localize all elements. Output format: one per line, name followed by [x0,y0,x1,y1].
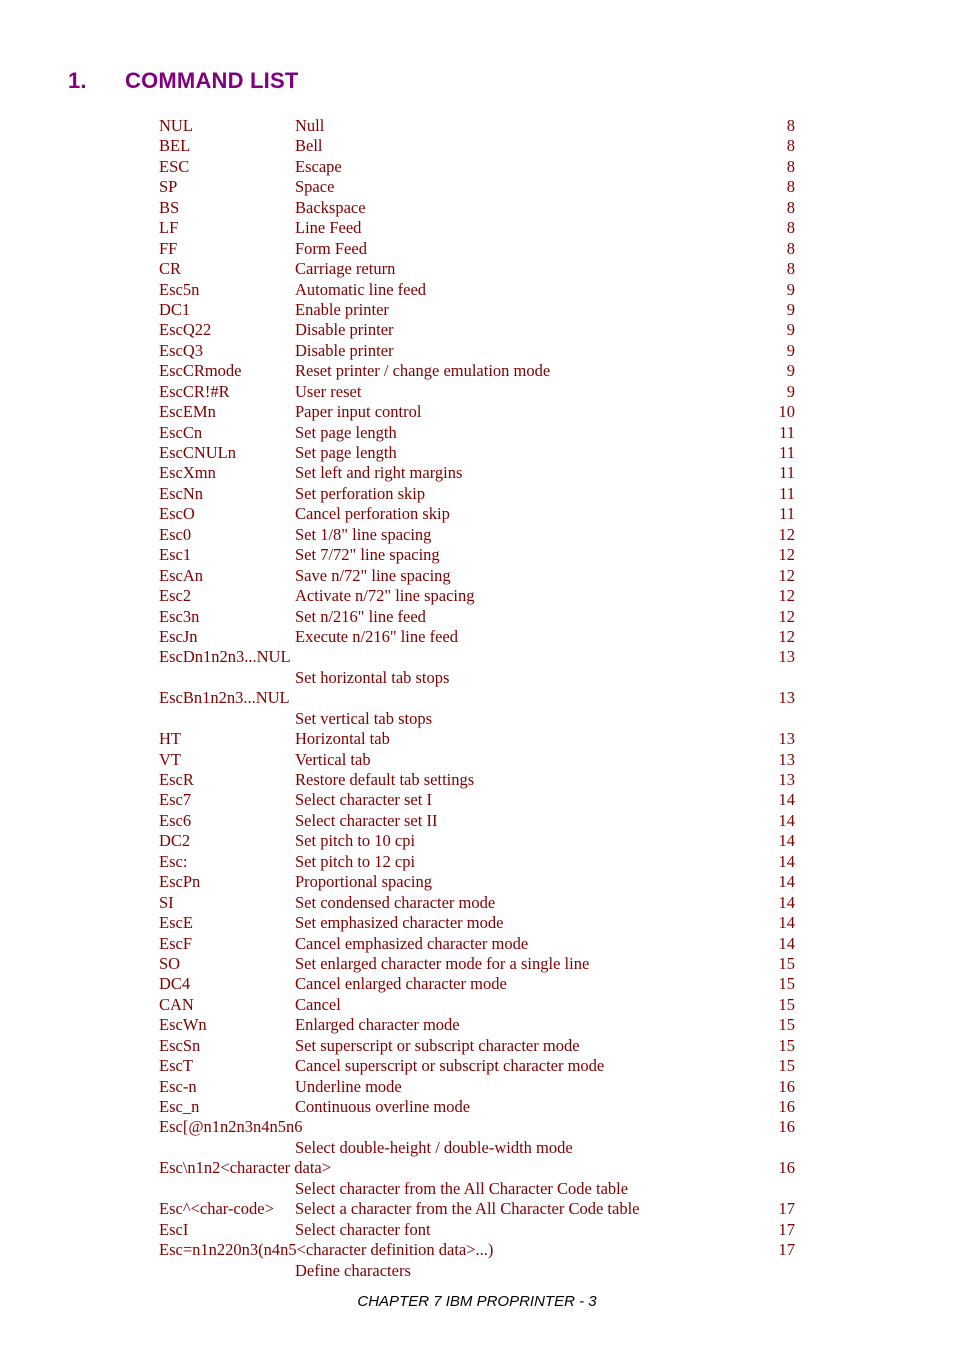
page-number: 9 [786,299,795,319]
command-code: DC4 [159,974,191,994]
page-number: 8 [786,218,795,238]
page-number: 14 [778,892,795,912]
command-description: Set pitch to 12 cpi [295,851,416,871]
page-number: 13 [778,729,795,749]
command-description: Activate n/72" line spacing [295,586,475,606]
list-item [159,1158,799,1178]
command-description: Set page length [295,422,397,442]
command-code: Esc\n1n2<character data> [159,1158,332,1178]
page-number: 9 [786,381,795,401]
command-code: Esc5n [159,279,200,299]
list-item [159,136,799,156]
command-code: ESC [159,156,190,176]
list-item [159,484,799,504]
list-item [159,770,799,790]
command-code: Esc2 [159,586,192,606]
command-description: Set perforation skip [295,483,426,503]
command-code: EscCn [159,422,203,442]
page-number: 14 [778,913,795,933]
page-number: 15 [778,953,795,973]
page-number: 12 [778,626,795,646]
list-item [159,790,799,810]
command-code: DC1 [159,299,191,319]
page-number: 17 [778,1240,795,1260]
page-number: 9 [786,279,795,299]
page-number: 15 [778,1035,795,1055]
command-description: Null [295,116,325,135]
command-code: EscT [159,1056,193,1076]
page-number: 14 [778,810,795,830]
command-code: EscNn [159,483,203,503]
page-number: 15 [778,994,795,1014]
list-item [159,750,799,770]
list-item [159,974,799,994]
command-description: Select character set I [295,790,432,810]
list-item [159,259,799,279]
list-item [159,157,799,177]
command-description: Set emphasized character mode [295,913,504,933]
command-code: LF [159,218,179,238]
list-item [159,504,799,524]
list-item [159,872,799,892]
command-code: Esc_n [159,1097,200,1116]
list-item [159,934,799,954]
command-code: EscPn [159,872,201,892]
list-item [159,1261,799,1281]
command-code: Esc3n [159,606,200,626]
command-description: Continuous overline mode [295,1097,471,1116]
command-description: Escape [295,156,342,176]
page-number: 8 [786,116,795,135]
command-code: Esc[@n1n2n3n4n5n6 [159,1117,303,1137]
list-item [159,607,799,627]
list-item [159,280,799,300]
page-number: 12 [778,586,795,606]
command-description: Set 1/8" line spacing [295,524,432,544]
list-item [159,586,799,606]
command-description: Disable printer [295,320,394,340]
list-item [159,688,799,708]
command-description: Carriage return [295,259,396,279]
command-list [159,116,799,1281]
page-number: 17 [778,1219,795,1239]
command-description: Cancel emphasized character mode [295,933,529,953]
page-number: 10 [778,402,795,422]
command-code: EscCR!#R [159,381,230,401]
command-description: Set condensed character mode [295,892,496,912]
page-number: 11 [779,463,795,483]
page-number: 15 [778,1015,795,1035]
page-number: 9 [786,361,795,381]
list-item [159,423,799,443]
list-item [159,995,799,1015]
list-item [159,1077,799,1097]
command-description: Backspace [295,197,366,217]
command-description: Automatic line feed [295,279,427,299]
list-item [159,1097,799,1117]
list-item [159,1240,799,1260]
command-code: EscI [159,1219,189,1239]
list-item [159,239,799,259]
command-code: SP [159,177,178,197]
command-description: Cancel [295,994,341,1014]
list-item [159,320,799,340]
command-code: FF [159,238,178,258]
list-item [159,1220,799,1240]
command-description: Restore default tab settings [295,770,475,789]
command-description: Select character from the All Character Code table [295,1178,629,1198]
page-number: 11 [779,422,795,442]
command-description: Enlarged character mode [295,1015,460,1035]
command-description: Horizontal tab [295,729,390,749]
list-item [159,525,799,545]
command-description: Line Feed [295,218,362,238]
command-code: EscO [159,504,195,524]
command-code: EscQ22 [159,320,212,340]
page-number: 16 [778,1158,795,1178]
command-description: Set page length [295,443,397,462]
page-number: 14 [778,790,795,810]
list-item [159,566,799,586]
list-item [159,893,799,913]
list-item [159,1138,799,1158]
command-code: Esc1 [159,545,192,565]
command-code: EscSn [159,1035,201,1055]
page-number: 9 [786,340,795,360]
command-code: Esc7 [159,790,192,810]
list-item [159,463,799,483]
page-number: 14 [778,851,795,871]
command-description: Set horizontal tab stops [295,667,450,687]
list-item [159,1015,799,1035]
command-description: Define characters [295,1260,411,1280]
command-description: Enable printer [295,299,389,319]
list-item [159,1036,799,1056]
command-code: VT [159,749,181,769]
list-item [159,443,799,463]
list-item [159,709,799,729]
command-description: User reset [295,381,362,401]
command-code: EscJn [159,626,198,646]
command-code: Esc: [159,851,188,871]
command-description: Form Feed [295,238,367,258]
list-item [159,1056,799,1076]
command-code: Esc=n1n220n3(n4n5<character definition data>...) [159,1240,494,1260]
command-description: Set n/216" line feed [295,606,426,626]
list-item [159,811,799,831]
command-description: Underline mode [295,1076,402,1096]
list-item [159,382,799,402]
command-description: Reset printer / change emulation mode [295,361,551,381]
page-number: 16 [778,1117,795,1137]
page-number: 14 [778,933,795,953]
list-item [159,341,799,361]
command-code: EscF [159,933,192,953]
command-code: EscCRmode [159,361,242,381]
page-number: 11 [779,443,795,462]
command-description: Select character font [295,1219,431,1239]
command-code: EscCNULn [159,443,236,462]
command-code: DC2 [159,831,191,851]
list-item [159,954,799,974]
page-number: 17 [778,1199,795,1219]
command-code: EscXmn [159,463,216,483]
command-description: Space [295,177,335,197]
list-item [159,116,799,136]
list-item [159,402,799,422]
list-item [159,729,799,749]
command-description: Disable printer [295,340,394,360]
command-code: Esc6 [159,810,192,830]
command-code: EscQ3 [159,340,203,360]
page-number: 8 [786,156,795,176]
command-code: Esc-n [159,1076,197,1096]
command-description: Select a character from the All Character Code table [295,1199,640,1219]
list-item [159,300,799,320]
command-code: HT [159,729,181,749]
command-description: Set pitch to 10 cpi [295,831,416,851]
command-description: Set superscript or subscript character mode [295,1035,580,1055]
list-item [159,913,799,933]
list-item [159,852,799,872]
command-description: Proportional spacing [295,872,433,892]
command-code: BS [159,197,180,217]
command-description: Save n/72" line spacing [295,565,451,585]
page-number: 13 [778,770,795,789]
command-description: Cancel perforation skip [295,504,450,524]
page-number: 12 [778,565,795,585]
page-number: 8 [786,238,795,258]
page-number: 12 [778,524,795,544]
command-description: Paper input control [295,402,422,422]
list-item [159,218,799,238]
list-item [159,545,799,565]
page-number: 13 [778,749,795,769]
command-description: Set vertical tab stops [295,708,433,728]
command-description: Cancel superscript or subscript character mode [295,1056,605,1076]
page-number: 13 [778,688,795,708]
command-code: Esc^<char-code> [159,1199,274,1219]
list-item [159,177,799,197]
list-item [159,1117,799,1137]
list-item [159,198,799,218]
section-number: 1. [68,68,87,93]
page-number: 11 [779,504,795,524]
command-code: EscDn1n2n3...NUL [159,647,291,667]
list-item [159,668,799,688]
command-description: Bell [295,136,323,156]
page-number: 8 [786,136,795,156]
page-number: 8 [786,177,795,197]
command-code: EscBn1n2n3...NUL [159,688,290,708]
command-description: Cancel enlarged character mode [295,974,507,994]
command-code: EscAn [159,565,203,585]
page-footer: CHAPTER 7 IBM PROPRINTER - 3 [357,1293,597,1310]
page-number: 11 [779,483,795,503]
page-number: 12 [778,545,795,565]
command-description: Select character set II [295,810,438,830]
command-description: Select double-height / double-width mode [295,1137,573,1157]
list-item [159,1199,799,1219]
command-code: EscEMn [159,402,216,422]
page-number: 8 [786,259,795,279]
list-item [159,1179,799,1199]
command-code: Esc0 [159,524,192,544]
command-code: CR [159,259,182,279]
command-description: Set left and right margins [295,463,463,483]
list-item [159,627,799,647]
page-number: 8 [786,197,795,217]
list-item [159,831,799,851]
command-description: Set enlarged character mode for a single line [295,953,590,973]
page-number: 15 [778,974,795,994]
command-description: Execute n/216" line feed [295,626,458,646]
command-code: BEL [159,136,191,156]
command-code: CAN [159,994,194,1014]
page-number: 12 [778,606,795,626]
page-number: 14 [778,872,795,892]
page-number: 13 [778,647,795,667]
command-code: EscR [159,770,194,789]
page-number: 16 [778,1097,795,1116]
section-title: COMMAND LIST [125,68,299,93]
command-code: SI [159,892,174,912]
page-number: 9 [786,320,795,340]
list-item [159,647,799,667]
command-code: NUL [159,116,193,135]
page-number: 14 [778,831,795,851]
command-description: Vertical tab [295,749,371,769]
list-item [159,361,799,381]
command-code: SO [159,953,181,973]
page-number: 15 [778,1056,795,1076]
command-code: EscWn [159,1015,207,1035]
command-code: EscE [159,913,193,933]
page-number: 16 [778,1076,795,1096]
command-description: Set 7/72" line spacing [295,545,440,565]
